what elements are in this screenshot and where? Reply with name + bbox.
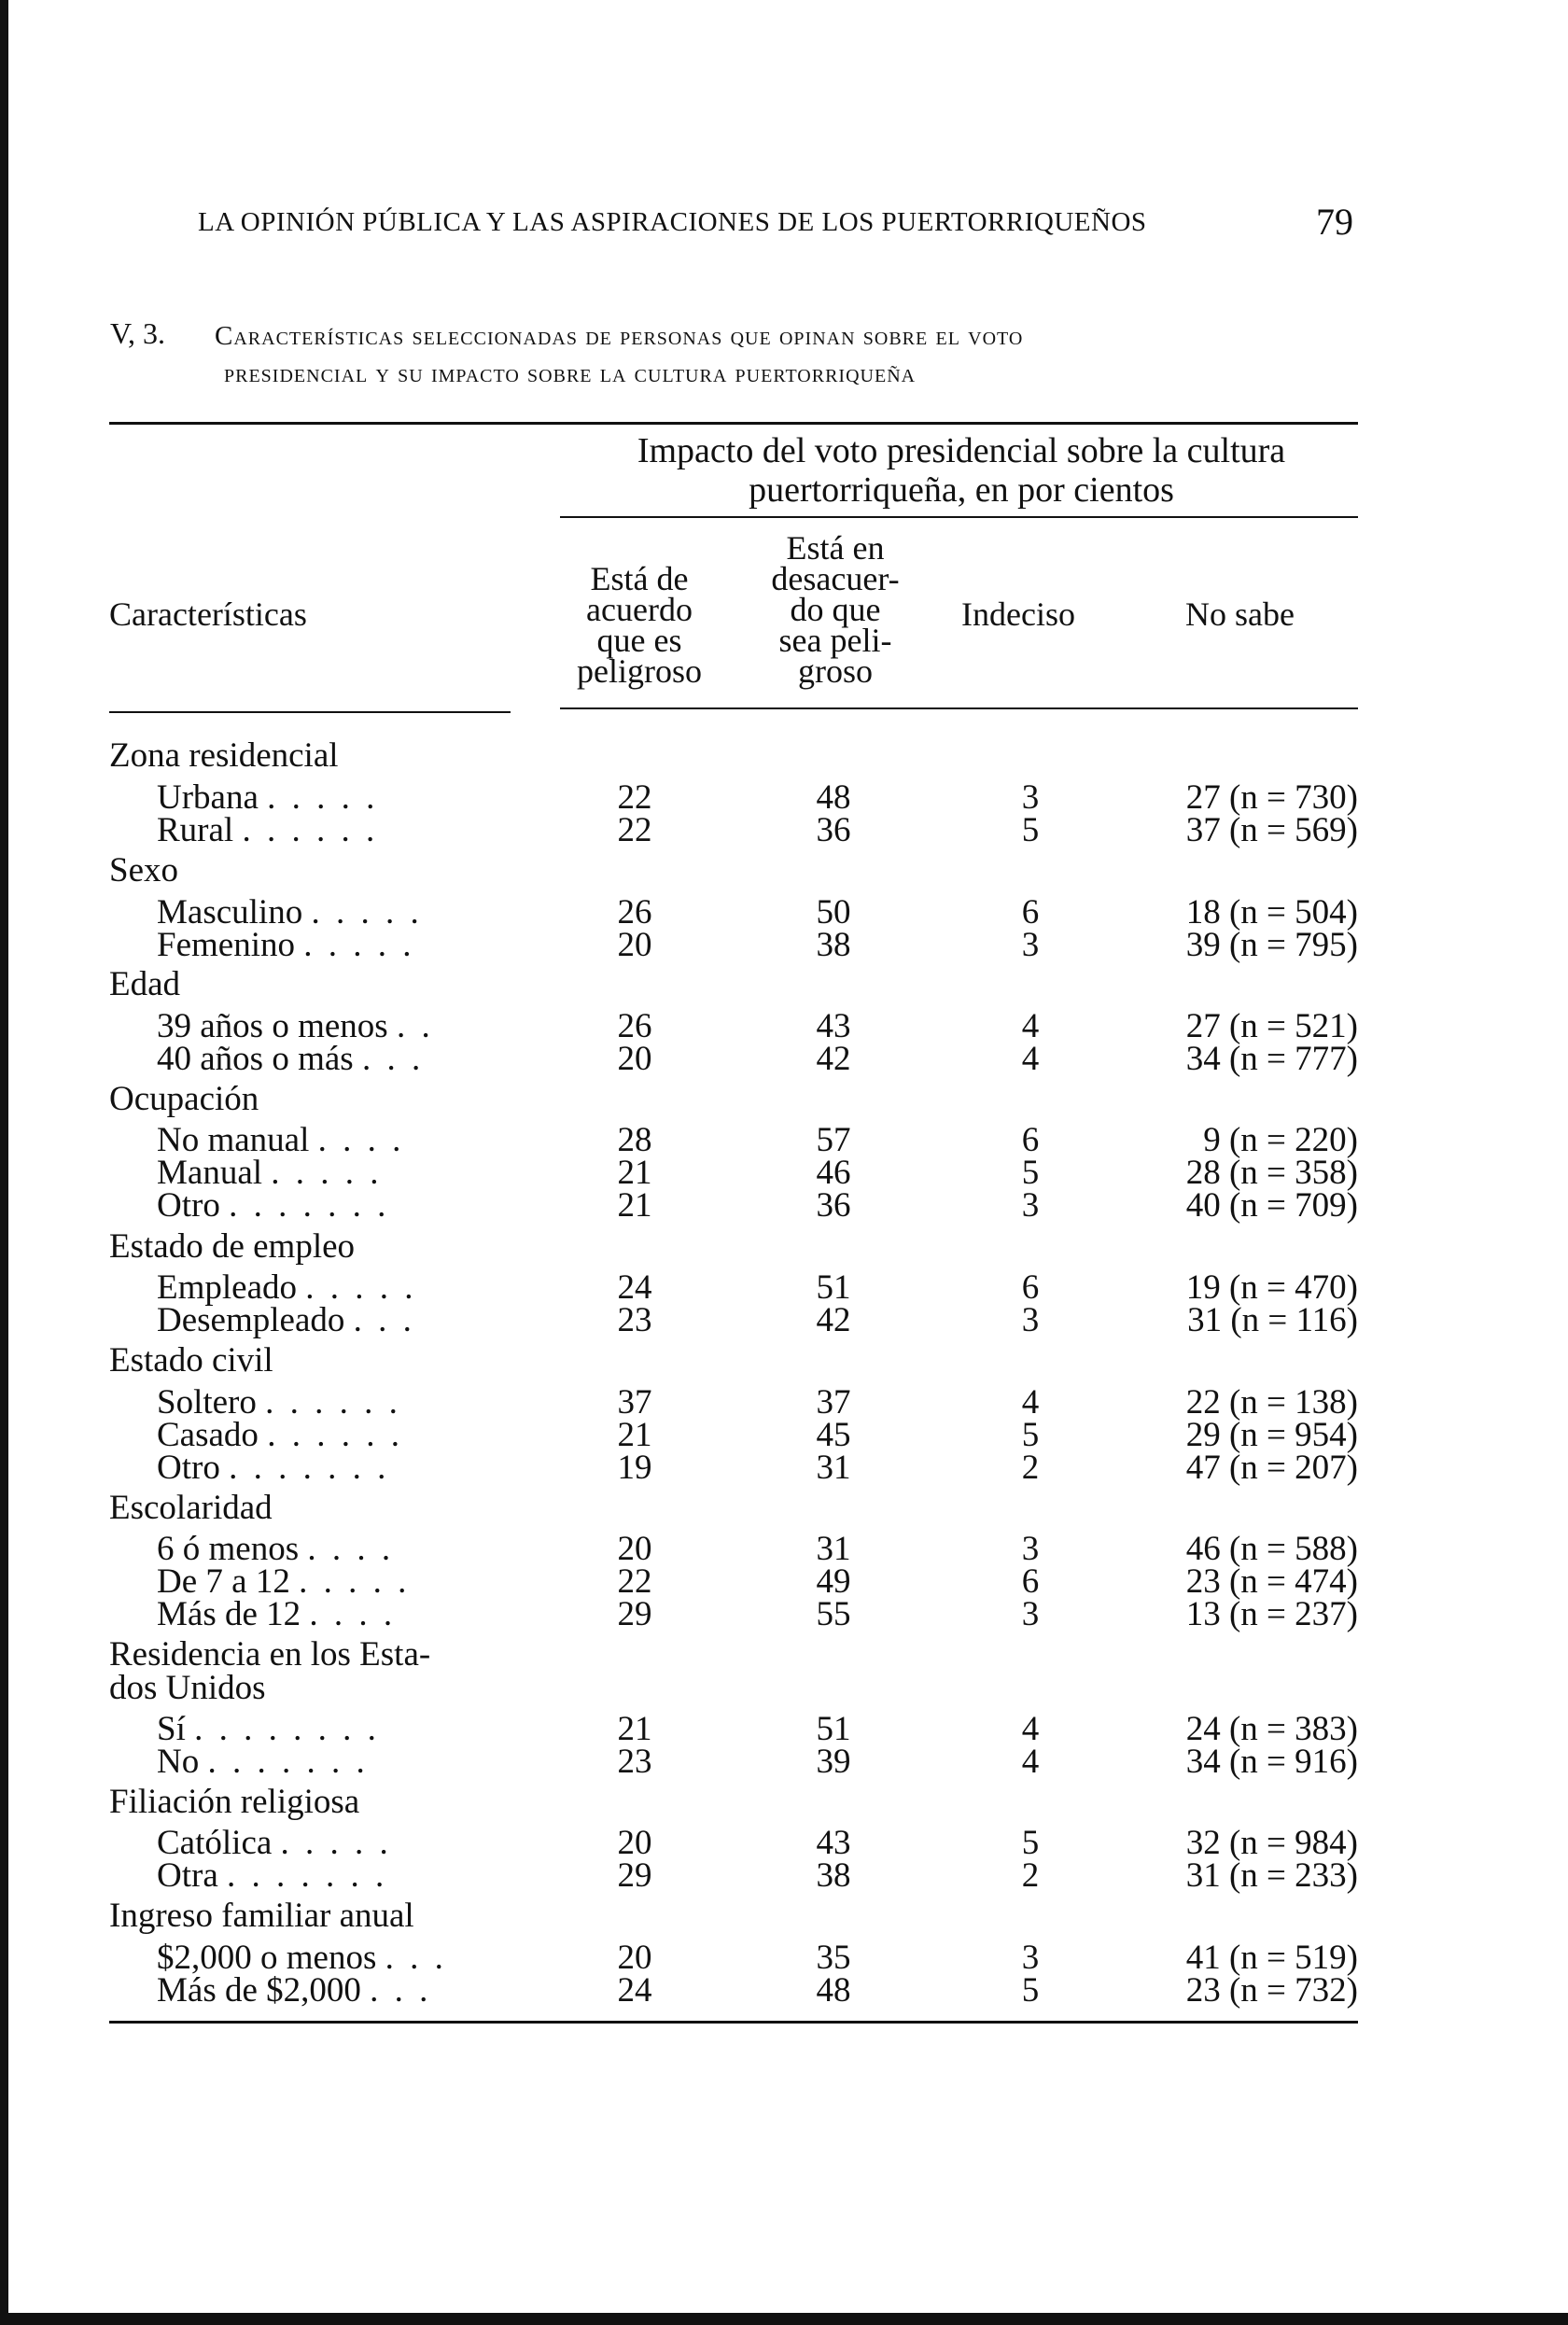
col1-line: peligroso (577, 652, 702, 690)
leader-dots: . . . . . . . . (194, 1710, 380, 1748)
leader-dots: . . . . (307, 1530, 395, 1568)
cell-no-sabe: 47 (n = 207) (1185, 1449, 1358, 1487)
cell-indeciso: 3 (1021, 1939, 1040, 1977)
cell-no-sabe: 27 (n = 730) (1185, 778, 1358, 817)
cell-indeciso: 5 (1021, 1154, 1040, 1192)
cell-en-desacuerdo: 50 (816, 893, 851, 931)
cell-no-sabe: 29 (n = 954) (1185, 1416, 1358, 1454)
group-edad: Edad (109, 965, 181, 1003)
cell-de-acuerdo: 22 (617, 1562, 652, 1601)
cell-indeciso: 3 (1021, 926, 1040, 964)
cell-indeciso: 5 (1021, 811, 1040, 849)
leader-dots: . . . . . (311, 893, 423, 931)
row-label-text: Empleado (157, 1268, 298, 1307)
cell-en-desacuerdo: 35 (816, 1939, 851, 1977)
cell-de-acuerdo: 20 (617, 926, 652, 964)
row-label-text: Femenino (157, 926, 295, 964)
col2-line: sea peli- (778, 622, 892, 659)
cell-indeciso: 4 (1021, 1040, 1040, 1078)
cell-en-desacuerdo: 48 (816, 1971, 851, 2010)
leader-dots: . . . . (317, 1121, 405, 1159)
col2-line: groso (798, 652, 873, 690)
row-label-text: Urbana (157, 778, 259, 817)
cell-no-sabe: 24 (n = 383) (1185, 1710, 1358, 1748)
row-label-text: Desempleado (157, 1301, 345, 1339)
group-estado-civil: Estado civil (109, 1341, 273, 1380)
row-label-text: Católica (157, 1824, 273, 1862)
cell-indeciso: 5 (1021, 1971, 1040, 2010)
running-header: LA OPINIÓN PÚBLICA Y LAS ASPIRACIONES DE LOS PUERTORRIQUEÑOS (198, 207, 1147, 237)
group-estado-empleo: Estado de empleo (109, 1227, 356, 1266)
cell-de-acuerdo: 20 (617, 1040, 652, 1078)
row-label (157, 1970, 431, 2010)
cell-de-acuerdo: 21 (617, 1186, 652, 1225)
column-spanner (560, 431, 1363, 510)
cell-en-desacuerdo: 39 (816, 1743, 851, 1781)
row-label (157, 925, 414, 965)
cell-en-desacuerdo: 48 (816, 778, 851, 817)
page-edge-left (0, 0, 8, 2325)
cell-indeciso: 2 (1021, 1856, 1040, 1895)
cell-indeciso: 3 (1021, 1595, 1040, 1633)
leader-dots: . . . (385, 1939, 447, 1977)
cell-no-sabe: 31 (n = 233) (1185, 1856, 1358, 1895)
cell-no-sabe: 37 (n = 569) (1185, 811, 1358, 849)
column-header-no-sabe: No sabe (1185, 595, 1295, 633)
group-zona-residencial: Zona residencial (109, 736, 339, 775)
cell-en-desacuerdo: 37 (816, 1383, 851, 1422)
leader-dots: . . . . . . . (229, 1186, 390, 1225)
cell-no-sabe: 22 (n = 138) (1185, 1383, 1358, 1422)
row-label-text: Rural (157, 811, 234, 849)
leader-dots: . . . . . . (242, 811, 379, 849)
leader-dots: . . (396, 1007, 434, 1045)
row-label-text: Soltero (157, 1383, 257, 1422)
column-header-en-desacuerdo (742, 529, 929, 690)
cell-de-acuerdo: 20 (617, 1939, 652, 1977)
cell-de-acuerdo: 19 (617, 1449, 652, 1487)
cell-de-acuerdo: 21 (617, 1416, 652, 1454)
cell-no-sabe: 32 (n = 984) (1185, 1824, 1358, 1862)
table-caption-line2: presidencial y su impacto sobre la cultura puertorriqueña (224, 358, 917, 388)
page-edge-bottom (0, 2313, 1568, 2325)
col1-line: acuerdo (586, 591, 693, 628)
leader-dots: . . . . . . (267, 1416, 403, 1454)
cell-en-desacuerdo: 31 (816, 1530, 851, 1568)
cell-en-desacuerdo: 43 (816, 1824, 851, 1862)
cell-de-acuerdo: 23 (617, 1301, 652, 1339)
group-escolaridad: Escolaridad (109, 1489, 273, 1527)
row-label-text: Otra (157, 1856, 218, 1895)
col1-line: que es (596, 622, 682, 659)
leader-dots: . . . . . (271, 1154, 383, 1192)
cell-en-desacuerdo: 38 (816, 926, 851, 964)
cell-no-sabe: 23 (n = 732) (1185, 1971, 1358, 2010)
cell-indeciso: 5 (1021, 1416, 1040, 1454)
cell-no-sabe: 9 (n = 220) (1203, 1121, 1358, 1159)
cell-indeciso: 5 (1021, 1824, 1040, 1862)
cell-en-desacuerdo: 49 (816, 1562, 851, 1601)
table-number: V, 3. (110, 316, 165, 350)
group-residencia-eeuu: Residencia en los Esta- (109, 1635, 431, 1674)
cell-de-acuerdo: 29 (617, 1856, 652, 1895)
row-label (157, 1594, 396, 1634)
leader-dots: . . . (361, 1040, 425, 1078)
cell-en-desacuerdo: 46 (816, 1154, 851, 1192)
group-ocupacion: Ocupación (109, 1080, 259, 1118)
cell-de-acuerdo: 21 (617, 1154, 652, 1192)
cell-indeciso: 4 (1021, 1383, 1040, 1422)
cell-de-acuerdo: 26 (617, 893, 652, 931)
leader-dots: . . . . . (305, 1268, 417, 1307)
cell-no-sabe: 46 (n = 588) (1185, 1530, 1358, 1568)
cell-en-desacuerdo: 55 (816, 1595, 851, 1633)
cell-en-desacuerdo: 43 (816, 1007, 851, 1045)
cell-de-acuerdo: 22 (617, 811, 652, 849)
cell-en-desacuerdo: 36 (816, 811, 851, 849)
cell-no-sabe: 19 (n = 470) (1185, 1268, 1358, 1307)
cell-no-sabe: 23 (n = 474) (1185, 1562, 1358, 1601)
top-rule (109, 422, 1358, 425)
spanner-line2: puertorriqueña, en por cientos (749, 470, 1174, 510)
cell-no-sabe: 40 (n = 709) (1185, 1186, 1358, 1225)
leader-dots: . . . . . . . (207, 1743, 369, 1781)
leader-dots: . . . . . (267, 778, 379, 817)
row-label-text: 40 años o más (157, 1040, 354, 1078)
column-header-indeciso: Indeciso (961, 595, 1075, 633)
col2-line: desacuer- (771, 560, 900, 597)
cell-no-sabe: 27 (n = 521) (1185, 1007, 1358, 1045)
col1-line: Está de (590, 560, 689, 597)
column-header-caracteristicas: Características (109, 595, 307, 633)
cell-de-acuerdo: 21 (617, 1710, 652, 1748)
leader-dots: . . . . . . (265, 1383, 401, 1422)
cell-de-acuerdo: 20 (617, 1824, 652, 1862)
cell-indeciso: 2 (1021, 1449, 1040, 1487)
row-label-text: Manual (157, 1154, 263, 1192)
leader-dots: . . . . . (299, 1562, 411, 1601)
cell-indeciso: 4 (1021, 1710, 1040, 1748)
cell-indeciso: 6 (1021, 1121, 1040, 1159)
row-label (157, 1300, 415, 1340)
cell-de-acuerdo: 28 (617, 1121, 652, 1159)
cell-no-sabe: 31 (n = 116) (1187, 1301, 1358, 1339)
leader-dots: . . . (370, 1971, 432, 2010)
cell-en-desacuerdo: 38 (816, 1856, 851, 1895)
cell-no-sabe: 34 (n = 777) (1185, 1040, 1358, 1078)
cell-de-acuerdo: 24 (617, 1268, 652, 1307)
cell-indeciso: 4 (1021, 1007, 1040, 1045)
bottom-rule (109, 2021, 1358, 2024)
leader-dots: . . . . . (280, 1824, 392, 1862)
table-caption-line1: Características seleccionadas de personas que opinan sobre el voto (215, 321, 1024, 351)
cell-de-acuerdo: 29 (617, 1595, 652, 1633)
cell-indeciso: 3 (1021, 778, 1040, 817)
cell-en-desacuerdo: 57 (816, 1121, 851, 1159)
spanner-line1: Impacto del voto presidencial sobre la cultura (637, 431, 1286, 470)
row-label-text: No manual (157, 1121, 310, 1159)
row-label (157, 810, 378, 850)
cell-no-sabe: 28 (n = 358) (1185, 1154, 1358, 1192)
cell-de-acuerdo: 22 (617, 778, 652, 817)
row-label-text: 39 años o menos (157, 1007, 388, 1045)
row-label-text: Masculino (157, 893, 303, 931)
row-label-text: Otro (157, 1186, 220, 1225)
group-residencia-eeuu-cont: dos Unidos (109, 1669, 266, 1707)
header-rule-left (109, 711, 511, 713)
cell-en-desacuerdo: 42 (816, 1040, 851, 1078)
cell-indeciso: 6 (1021, 1268, 1040, 1307)
row-label (157, 1039, 424, 1079)
cell-en-desacuerdo: 31 (816, 1449, 851, 1487)
cell-en-desacuerdo: 42 (816, 1301, 851, 1339)
cell-no-sabe: 34 (n = 916) (1185, 1743, 1358, 1781)
cell-en-desacuerdo: 36 (816, 1186, 851, 1225)
page-number: 79 (1316, 201, 1353, 243)
cell-de-acuerdo: 23 (617, 1743, 652, 1781)
cell-indeciso: 6 (1021, 893, 1040, 931)
cell-indeciso: 3 (1021, 1530, 1040, 1568)
row-label-text: Casado (157, 1416, 259, 1454)
row-label-text: $2,000 o menos (157, 1939, 377, 1977)
row-label-text: Otro (157, 1449, 220, 1487)
cell-indeciso: 6 (1021, 1562, 1040, 1601)
row-label (157, 1742, 369, 1782)
group-ingreso-familiar: Ingreso familiar anual (109, 1897, 414, 1935)
leader-dots: . . . (353, 1301, 415, 1339)
cell-indeciso: 4 (1021, 1743, 1040, 1781)
row-label-text: Sí (157, 1710, 186, 1748)
cell-de-acuerdo: 37 (617, 1383, 652, 1422)
leader-dots: . . . . . . . (229, 1449, 390, 1487)
cell-no-sabe: 18 (n = 504) (1185, 893, 1358, 931)
cell-indeciso: 3 (1021, 1301, 1040, 1339)
leader-dots: . . . . . . . (227, 1856, 388, 1895)
cell-en-desacuerdo: 51 (816, 1268, 851, 1307)
row-label-text: Más de 12 (157, 1595, 301, 1633)
cell-no-sabe: 13 (n = 237) (1185, 1595, 1358, 1633)
row-label-text: 6 ó menos (157, 1530, 300, 1568)
col2-line: Está en (786, 529, 885, 567)
cell-no-sabe: 39 (n = 795) (1185, 926, 1358, 964)
cell-de-acuerdo: 20 (617, 1530, 652, 1568)
cell-en-desacuerdo: 45 (816, 1416, 851, 1454)
cell-de-acuerdo: 26 (617, 1007, 652, 1045)
column-header-de-acuerdo (551, 560, 728, 690)
col2-line: do que (790, 591, 881, 628)
cell-en-desacuerdo: 51 (816, 1710, 851, 1748)
cell-no-sabe: 41 (n = 519) (1185, 1939, 1358, 1977)
group-filiacion-religiosa: Filiación religiosa (109, 1783, 360, 1821)
cell-indeciso: 3 (1021, 1186, 1040, 1225)
cell-de-acuerdo: 24 (617, 1971, 652, 2010)
leader-dots: . . . . (309, 1595, 397, 1633)
row-label-text: Más de $2,000 (157, 1971, 361, 2010)
row-label (157, 1856, 387, 1896)
spanner-rule (560, 516, 1358, 518)
row-label (157, 1448, 389, 1488)
row-label-text: De 7 a 12 (157, 1562, 290, 1601)
row-label-text: No (157, 1743, 200, 1781)
group-sexo: Sexo (109, 851, 178, 889)
header-rule-right (560, 707, 1358, 709)
leader-dots: . . . . . (303, 926, 415, 964)
row-label (157, 1185, 389, 1226)
